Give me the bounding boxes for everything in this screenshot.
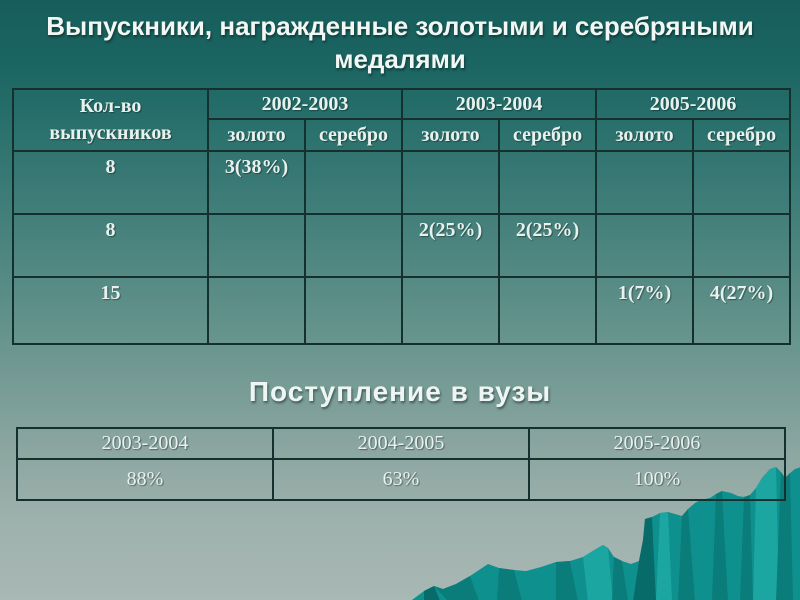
gold-header-cell: золото — [208, 119, 305, 151]
table-row — [17, 459, 785, 500]
year-header-cell: 2003-2004 — [402, 89, 596, 119]
admission-percent-cell: 100% — [529, 459, 785, 500]
mountain-facet-deep — [633, 517, 656, 600]
table-row — [13, 151, 790, 214]
table-row — [13, 277, 790, 344]
medal-value-cell: 4(27%) — [693, 277, 790, 344]
admission-year-header: 2005-2006 — [529, 428, 785, 459]
admission-table — [16, 427, 786, 501]
medal-value-cell: 2(25%) — [499, 214, 596, 277]
medal-value-cell — [208, 277, 305, 344]
medal-value-cell: 1(7%) — [596, 277, 693, 344]
medal-value-cell — [596, 214, 693, 277]
silver-header-cell: серебро — [499, 119, 596, 151]
medal-value-cell — [305, 277, 402, 344]
medal-value-cell: 2(25%) — [402, 214, 499, 277]
corner-header-line2: выпускников — [49, 122, 172, 144]
gold-header-cell: золото — [596, 119, 693, 151]
medal-value-cell: 3(38%) — [208, 151, 305, 214]
medal-value-cell — [499, 151, 596, 214]
graduates-count-cell: 15 — [13, 277, 208, 344]
admission-percent-cell: 63% — [273, 459, 529, 500]
silver-header-cell: серебро — [305, 119, 402, 151]
medal-value-cell — [208, 214, 305, 277]
year-header-cell: 2002-2003 — [208, 89, 402, 119]
slide-title: Выпускники, награжденные золотыми и серебряными медалями — [46, 11, 754, 74]
medal-value-cell — [693, 151, 790, 214]
year-header-cell: 2005-2006 — [596, 89, 790, 119]
admission-year-header: 2004-2005 — [273, 428, 529, 459]
medal-value-cell — [305, 151, 402, 214]
medal-value-cell — [402, 151, 499, 214]
graduates-count-cell: 8 — [13, 214, 208, 277]
graduates-count-cell: 8 — [13, 151, 208, 214]
corner-header-cell — [13, 89, 208, 151]
medals-table — [12, 88, 791, 345]
admission-year-header: 2003-2004 — [17, 428, 273, 459]
table-row — [13, 89, 790, 119]
gold-header-cell: золото — [402, 119, 499, 151]
medal-value-cell — [499, 277, 596, 344]
corner-header-line1: Кол-во — [79, 95, 142, 117]
medal-value-cell — [305, 214, 402, 277]
silver-header-cell: серебро — [693, 119, 790, 151]
medal-value-cell — [596, 151, 693, 214]
table-row — [13, 214, 790, 277]
medal-value-cell — [402, 277, 499, 344]
table-row — [17, 428, 785, 459]
admission-percent-cell: 88% — [17, 459, 273, 500]
medal-value-cell — [693, 214, 790, 277]
section-title: Поступление в вузы — [248, 376, 552, 407]
